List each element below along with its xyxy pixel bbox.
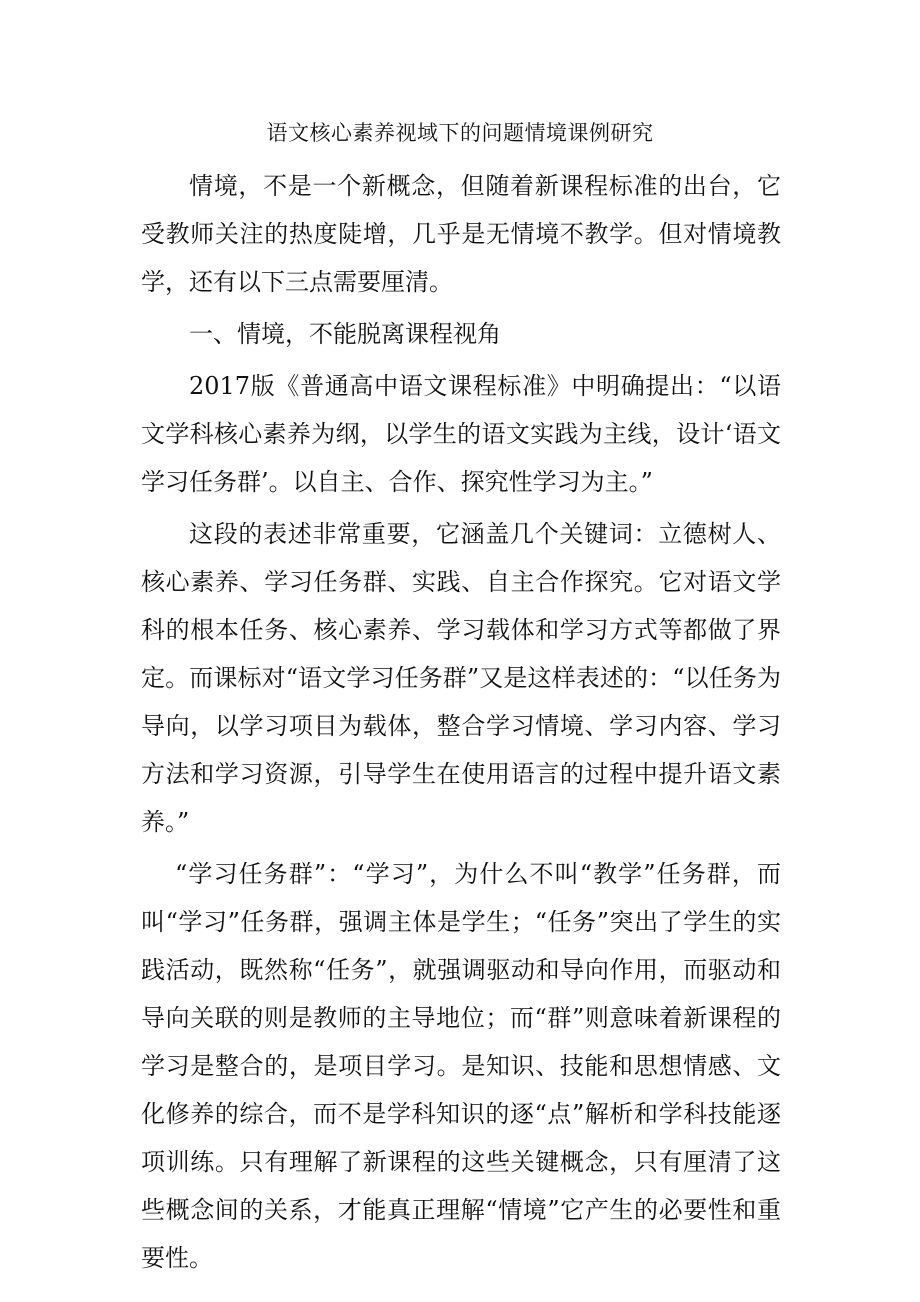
paragraph-standard-quote: 2017版《普通高中语文课程标准》中明确提出：“以语文学科核心素养为纲，以学生的语文实践为主线，设计‘语文学习任务群’。以自主、合作、探究性学习为主。” — [141, 372, 781, 496]
document-title: 语文核心素养视域下的问题情境课例研究 — [266, 121, 654, 145]
document-body — [141, 162, 781, 1286]
section-heading: 一、情境，不能脱离课程视角 — [189, 320, 501, 348]
paragraph-intro: 情境，不是一个新概念，但随着新课程标准的出台，它受教师关注的热度陡增，几乎是无情境不教学。但对情境教学，还有以下三点需要厘清。 — [141, 172, 781, 296]
paragraph-task-group: “学习任务群”：“学习”，为什么不叫“教学”任务群，而叫“学习”任务群，强调主体是学生；“任务”突出了学生的实践活动，既然称“任务”，就强调驱动和导向作用，而驱动和导向关联的则是教师的主导地位；而“群”则意味着新课程的学习是整合的，是项目学习。是知识、技能和思想情感、文化修养的综合，而不是学科知识的逐“点”解析和学科技能逐项训练。只有理解了新课程的这些关键概念，只有厘清了这些概念间的关系，才能真正理解“情境”它产生的必要性和重要性。 — [141, 860, 781, 1272]
paragraph-keywords: 这段的表述非常重要，它涵盖几个关键词：立德树人、核心素养、学习任务群、实践、自主合作探究。它对语文学科的根本任务、核心素养、学习载体和学习方式等都做了界定。而课标对“语文学习任务群”又是这样表述的：“以任务为导向，以学习项目为载体，整合学习情境、学习内容、学习方法和学习资源，引导学生在使用语言的过程中提升语文素养。” — [141, 520, 781, 836]
